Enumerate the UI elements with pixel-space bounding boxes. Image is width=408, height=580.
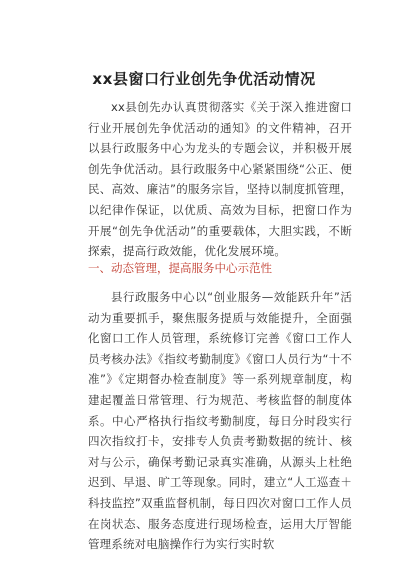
section-heading: 一、动态管理，提高服务中心示范性 — [88, 261, 272, 275]
document-title: xx县窗口行业创先争优活动情况 — [92, 70, 316, 88]
intro-paragraph: xx县创先办认真贯彻落实《关于深入推进窗口行业开展创先争优活动的通知》的文件精神，召开以县行政服务中心为龙头的专题会议，并积极开展创先争优活动。县行政服务中心紧紧围绕“公正、便民、高效、廉洁”的服务宗旨，坚持以制度抓管理，以纪律作保证，以优质、高效为目标，把窗口作为开展“创先争优活动”的重要载体，大胆实践，不断探索，提高行政效能，优化发展环境。 — [88, 100, 352, 259]
body-paragraph: 县行政服务中心以“创业服务—效能跃升年”活动为重要抓手，聚焦服务提质与效能提升，全面强化窗口工作人员管理，系统修订完善《窗口工作人员考核办法》《指纹考勤制度》《窗口人员行为“十不准”》《定期督办检查制度》等一系列规章制度，构建起覆盖日常管理、行为规范、考核监督的制度体系。中心严格执行指纹考勤制度，每日分时段实行四次指纹打卡，安排专人负责考勤数据的统计、核对与公示，确保考勤记录真实准确，从源头上杜绝迟到、早退、旷工等现象。同时，建立“人工巡查＋科技监控”双重监督机制，每日四次对窗口工作人员在岗状态、服务态度进行现场检查，运用大厅智能管理系统对电脑操作行为实行实时软 — [88, 290, 352, 552]
